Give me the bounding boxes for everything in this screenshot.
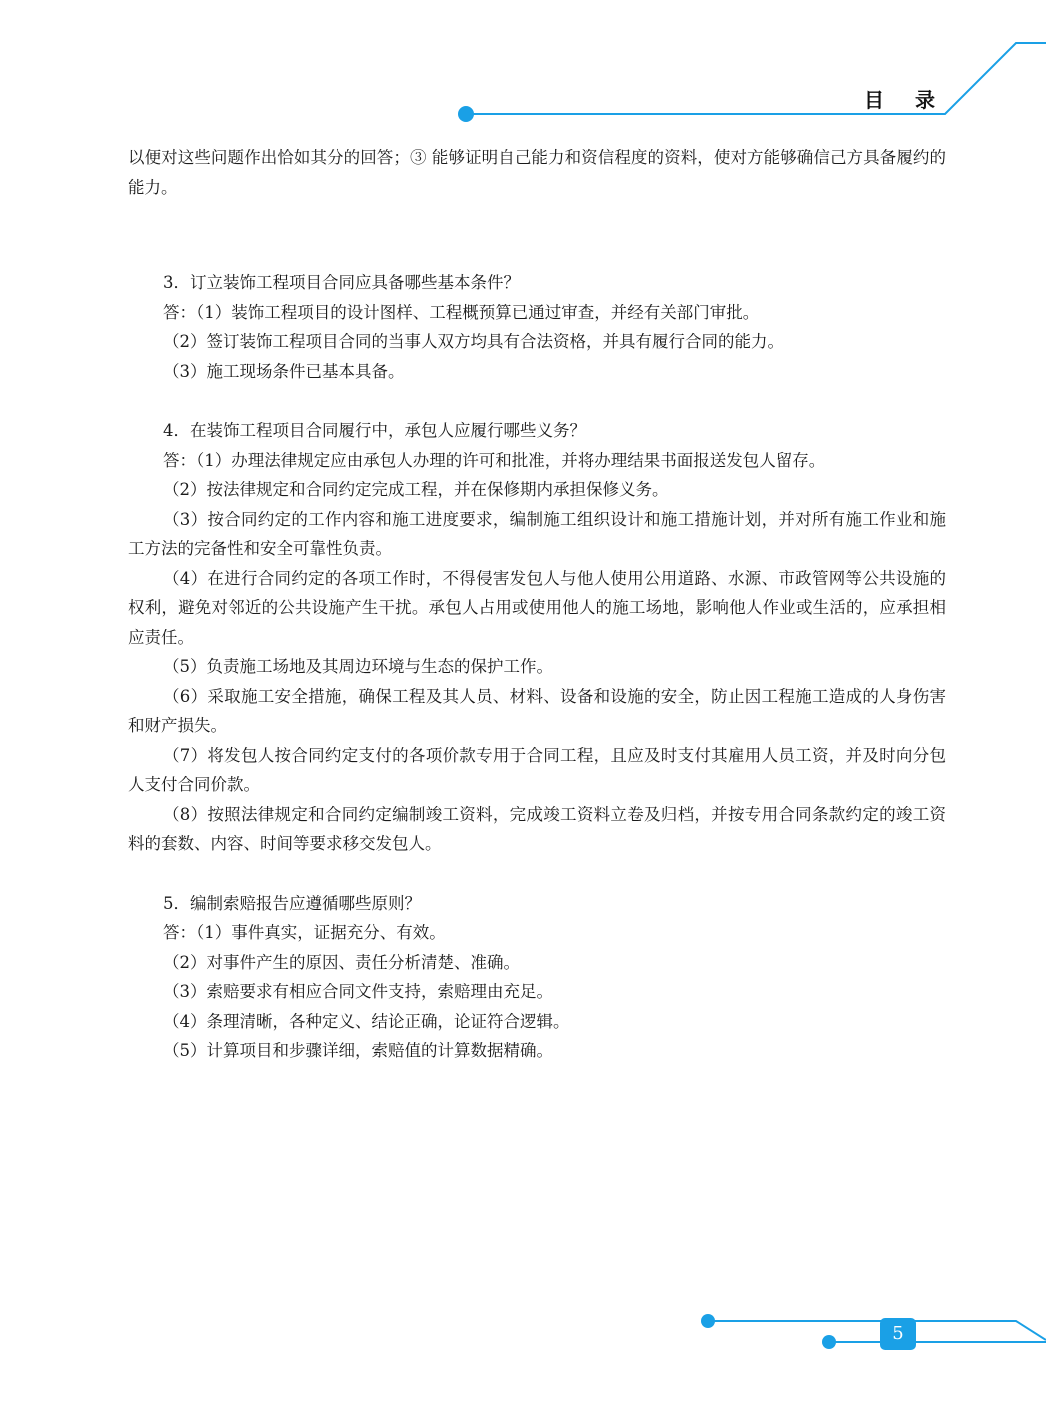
footer-dot-upper (701, 1314, 715, 1328)
answer-3-2: （2）签订装饰工程项目合同的当事人双方均具有合法资格，并具有履行合同的能力。 (163, 332, 784, 351)
answer-4-7: （7）将发包人按合同约定支付的各项价款专用于合同工程，且应及时支付其雇用人员工资，并及时向分包人支付合同价款。 (128, 745, 946, 794)
answer-4-4: （4）在进行合同约定的各项工作时，不得侵害发包人与他人使用公用道路、水源、市政管网等公共设施的权利，避免对邻近的公共设施产生干扰。承包人占用或使用他人的施工场地，影响他人作业或生活的，应承担相应责任。 (128, 568, 946, 647)
answer-4-2: （2）按法律规定和合同约定完成工程，并在保修期内承担保修义务。 (163, 480, 669, 499)
answer-4-8: （8）按照法律规定和合同约定编制竣工资料，完成竣工资料立卷及归档，并按专用合同条款约定的竣工资料的套数、内容、时间等要求移交发包人。 (128, 804, 946, 853)
answer-4-1: 答：（1）办理法律规定应由承包人办理的许可和批准，并将办理结果书面报送发包人留存。 (163, 450, 826, 470)
answer-5-2: （2）对事件产生的原因、责任分析清楚、准确。 (163, 952, 520, 972)
answer-5-3: （3）索赔要求有相应合同文件支持，索赔理由充足。 (163, 982, 553, 1001)
answer-5-4: （4）条理清晰，各种定义、结论正确，论证符合逻辑。 (163, 1011, 570, 1031)
footer-dot-lower (822, 1335, 836, 1349)
intro-paragraph: 以便对这些问题作出恰如其分的回答；③ 能够证明自己能力和资信程度的资料，使对方能够确信己方具备履约的能力。 (128, 148, 946, 197)
footer-rule-upper (708, 1321, 1046, 1340)
answer-3-3: （3）施工现场条件已基本具备。 (163, 361, 405, 381)
question-5: 5．编制索赔报告应遵循哪些原则？ (163, 893, 421, 913)
answer-3-1: 答：（1）装饰工程项目的设计图样、工程概预算已通过审查，并经有关部门审批。 (163, 302, 760, 322)
header-title: 目 录 (864, 88, 947, 112)
answer-5-1: 答：（1）事件真实，证据充分、有效。 (163, 923, 446, 942)
header-dot (458, 106, 474, 122)
answer-4-3: （3）按合同约定的工作内容和施工进度要求，编制施工组织设计和施工措施计划，并对所有施工作业和施工方法的完备性和安全可靠性负责。 (128, 509, 946, 558)
question-4: 4．在装饰工程项目合同履行中，承包人应履行哪些义务？ (163, 421, 586, 440)
answer-4-6: （6）采取施工安全措施，确保工程及其人员、材料、设备和设施的安全，防止因工程施工造成的人身伤害和财产损失。 (128, 686, 946, 735)
page-number: 5 (880, 1318, 916, 1350)
answer-5-5: （5）计算项目和步骤详细，索赔值的计算数据精确。 (163, 1041, 553, 1060)
header-rule (466, 43, 1046, 114)
answer-4-5: （5）负责施工场地及其周边环境与生态的保护工作。 (163, 657, 553, 676)
page-content (128, 143, 946, 1066)
question-3: 3．订立装饰工程项目合同应具备哪些基本条件？ (163, 273, 520, 292)
